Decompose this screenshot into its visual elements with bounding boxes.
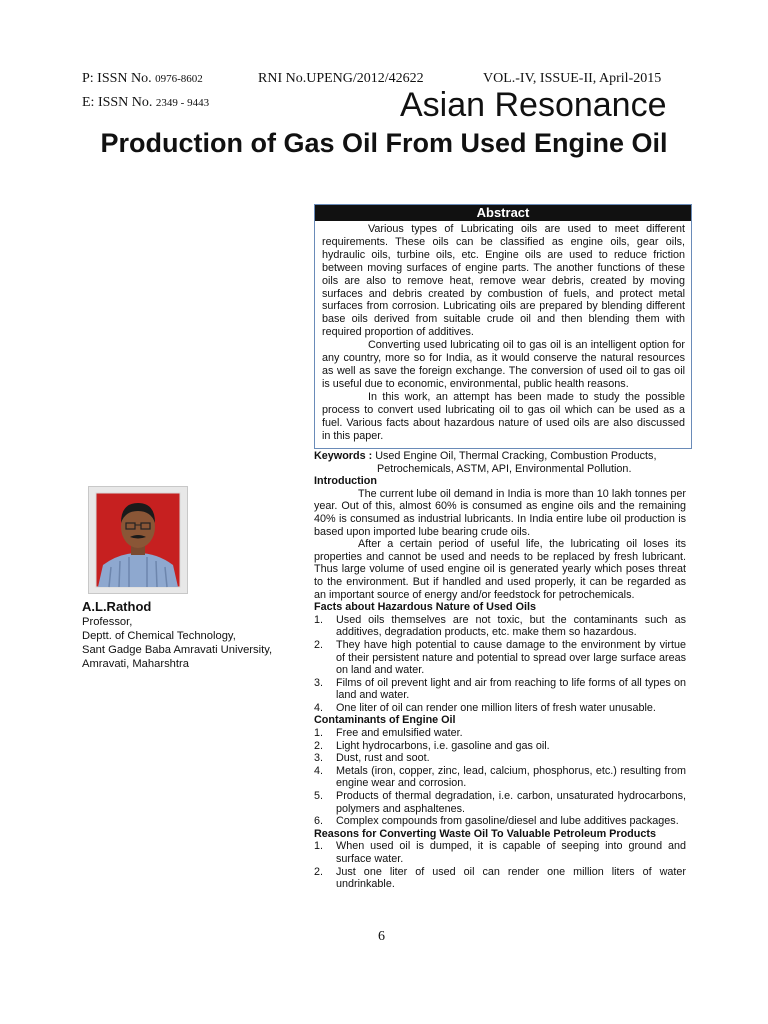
author-photo: [88, 486, 188, 594]
keywords-line: [314, 450, 686, 463]
list-text: Metals (iron, copper, zinc, lead, calcium, phosphorus, etc.) resulting from engine wear and corrosion.: [336, 764, 686, 790]
list-text: Films of oil prevent light and air from reaching to life forms of all types on land and water.: [336, 676, 686, 702]
list-item: [314, 765, 686, 790]
list-text: One liter of oil can render one million liters of fresh water unusable.: [336, 701, 656, 714]
list-item: [314, 702, 686, 715]
e-issn-number: 2349 - 9443: [155, 97, 210, 109]
abstract-text: [315, 221, 691, 442]
list-number: 1.: [314, 727, 324, 740]
list-number: 3.: [314, 676, 324, 689]
author-role: Professor,: [82, 616, 133, 628]
list-text: Light hydrocarbons, i.e. gasoline and gas oil.: [336, 739, 550, 752]
author-name: A.L.Rathod: [82, 599, 152, 614]
list-number: 2.: [314, 865, 324, 878]
body-column: [314, 450, 686, 891]
author-department: Deptt. of Chemical Technology,: [82, 630, 236, 642]
list-text: When used oil is dumped, it is capable of seeping into ground and surface water.: [336, 840, 686, 865]
abstract-paragraph: Converting used lubricating oil to gas oil is an intelligent option for any country, more so for India, as it would conserve the natural resources as well as save the foreign exchange. The conversion of used oil to gas oil is useful due to economic, environmental, public health reasons.: [322, 339, 685, 390]
facts-heading: Facts about Hazardous Nature of Used Oils: [314, 601, 536, 614]
list-number: 1.: [314, 840, 324, 853]
author-photo-image: [89, 487, 187, 593]
page-number: 6: [378, 929, 385, 944]
contaminants-list: [314, 727, 686, 828]
abstract-box: [314, 204, 692, 449]
list-text: They have high potential to cause damage to the environment by virtue of their persistent nature and potential to spread over large surface areas on land and water.: [336, 638, 686, 677]
introduction-heading: Introduction: [314, 475, 377, 488]
introduction-paragraph: After a certain period of useful life, the lubricating oil loses its properties and cannot be used and needs to be replaced by fresh lubricant. Thus large volume of used engine oil is generated yearly which poses threat to the environment. But if handled and used properly, it can be regarded as an important source of energy and/or feedstock for petrochemicals.: [314, 538, 686, 601]
abstract-paragraph: In this work, an attempt has been made to study the possible process to convert used lubricating oil to gas oil which can be used as a fuel. Various facts about hazardous nature of used oils are also discussed in this paper.: [322, 390, 685, 442]
list-item: [314, 752, 686, 765]
list-number: 4.: [314, 764, 324, 777]
paper-title: Production of Gas Oil From Used Engine Oil: [100, 128, 668, 158]
list-number: 4.: [314, 701, 324, 714]
p-issn-label: P: ISSN No.: [82, 71, 152, 86]
list-item: [314, 740, 686, 753]
abstract-paragraph: Various types of Lubricating oils are used to meet different requirements. These oils can be classified as engine oils, gear oils, hydraulic oils, turbine oils, etc. Engine oils are used to reduce friction between moving surfaces of engine parts. The another functions of these oils are also to remove heat, remove wear debris, created by moving surfaces and debris created by combustion of fuels, and protect metal surfaces from corrosion. Lubricating oils are prepared by blending different base oils derived from suitable crude oil and then blending them with required proportion of additives.: [322, 223, 685, 339]
list-text: Products of thermal degradation, i.e. carbon, unsaturated hydrocarbons, polymers and asphaltenes.: [336, 790, 686, 815]
rni-number: RNI No.UPENG/2012/42622: [258, 71, 424, 86]
list-number: 3.: [314, 752, 324, 765]
list-item: [314, 866, 686, 891]
list-number: 2.: [314, 638, 324, 651]
list-text: Dust, rust and soot.: [336, 752, 430, 765]
reasons-list: [314, 840, 686, 890]
contaminants-heading: Contaminants of Engine Oil: [314, 714, 456, 727]
author-university: Sant Gadge Baba Amravati University,: [82, 644, 273, 656]
list-item: [314, 727, 686, 740]
list-item: [314, 677, 686, 702]
keywords-list-2: Petrochemicals, ASTM, API, Environmental Pollution.: [377, 462, 632, 475]
keywords-list-1: Used Engine Oil, Thermal Cracking, Combustion Products,: [375, 450, 657, 462]
list-number: 6.: [314, 815, 324, 828]
abstract-heading: Abstract: [315, 205, 691, 221]
volume-issue: VOL.-IV, ISSUE-II, April-2015: [483, 71, 662, 86]
p-issn: [82, 71, 203, 87]
list-text: Complex compounds from gasoline/diesel and lube additives packages.: [336, 815, 679, 828]
list-text: Free and emulsified water.: [336, 727, 463, 740]
journal-name: Asian Resonance: [400, 86, 667, 124]
introduction-paragraph: The current lube oil demand in India is more than 10 lakh tonnes per year. Out of this, almost 60% is consumed as engine oils and the remaining 40% is consumed as industrial lubricants. In India entire lube oil production is based upon imported lube bearing crude oils.: [314, 487, 686, 538]
list-text: Used oils themselves are not toxic, but the contaminants such as additives, degradation products, etc. make them so hazardous.: [336, 613, 686, 639]
list-number: 2.: [314, 739, 324, 752]
list-number: 1.: [314, 613, 324, 626]
list-item: [314, 840, 686, 865]
list-item: [314, 815, 686, 828]
list-number: 5.: [314, 790, 324, 803]
e-issn: [82, 95, 209, 111]
list-item: [314, 614, 686, 639]
e-issn-label: E: ISSN No.: [82, 95, 153, 110]
reasons-heading: Reasons for Converting Waste Oil To Valuable Petroleum Products: [314, 827, 656, 840]
keywords-label: Keywords :: [314, 450, 373, 462]
facts-list: [314, 614, 686, 715]
list-text: Just one liter of used oil can render one million liters of water undrinkable.: [336, 865, 686, 891]
p-issn-number: 0976-8602: [155, 73, 203, 85]
list-item: [314, 639, 686, 677]
list-item: [314, 790, 686, 815]
author-city: Amravati, Maharshtra: [82, 658, 189, 670]
